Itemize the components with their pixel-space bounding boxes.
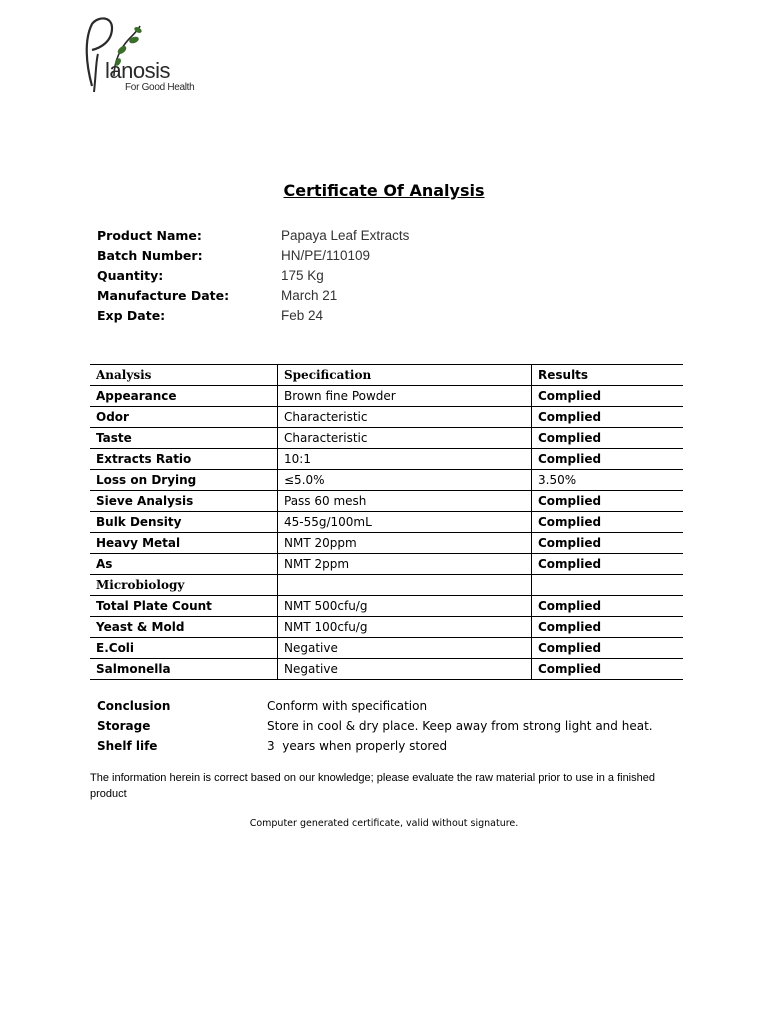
info-value: March 21 [281,288,338,303]
conclusion-block [97,696,653,756]
storage-row [97,716,653,736]
info-row-manufacture-date [97,286,409,306]
specification-cell: Pass 60 mesh [278,491,532,512]
result-cell: Complied [532,554,684,575]
table-row [90,512,683,533]
section-header-row [90,575,683,596]
info-label: Exp Date: [97,308,166,323]
table-row [90,596,683,617]
footer-note: Computer generated certificate, valid without signature. [249,818,519,829]
analysis-cell: Appearance [90,386,278,407]
analysis-cell: Total Plate Count [90,596,278,617]
shelf-life-label: Shelf life [97,739,158,753]
analysis-cell: As [90,554,278,575]
empty-cell [532,575,684,596]
table-row [90,491,683,512]
table-row [90,386,683,407]
analysis-cell: E.Coli [90,638,278,659]
info-row-batch-number [97,246,409,266]
info-value: HN/PE/110109 [281,248,371,263]
result-cell: Complied [532,449,684,470]
specification-cell: NMT 2ppm [278,554,532,575]
conclusion-label: Conclusion [97,699,171,713]
result-cell: Complied [532,596,684,617]
table-row [90,638,683,659]
table-row [90,428,683,449]
table-row [90,407,683,428]
analysis-cell: Heavy Metal [90,533,278,554]
table-header-cell: Analysis [90,365,278,386]
info-label: Manufacture Date: [97,288,230,303]
result-cell: Complied [532,659,684,680]
result-cell: 3.50% [532,470,684,491]
result-cell: Complied [532,491,684,512]
result-cell: Complied [532,617,684,638]
info-row-quantity [97,266,409,286]
analysis-cell: Salmonella [90,659,278,680]
shelf-life-value: 3 years when properly stored [267,739,448,753]
analysis-cell: Taste [90,428,278,449]
table-row [90,617,683,638]
table-row [90,470,683,491]
table-header-cell: Specification [278,365,532,386]
result-cell: Complied [532,512,684,533]
info-row-product-name [97,226,409,246]
analysis-cell: Yeast & Mold [90,617,278,638]
info-label: Batch Number: [97,248,203,263]
table-row [90,533,683,554]
shelf-life-row [97,736,653,756]
info-value: Feb 24 [281,308,324,323]
analysis-cell: Bulk Density [90,512,278,533]
info-row-exp-date [97,306,409,326]
result-cell: Complied [532,428,684,449]
specification-cell: NMT 100cfu/g [278,617,532,638]
specification-cell: 45-55g/100mL [278,512,532,533]
specification-cell: ≤5.0% [278,470,532,491]
specification-cell: Brown fine Powder [278,386,532,407]
storage-value: Store in cool & dry place. Keep away from strong light and heat. [267,719,653,733]
specification-cell: Characteristic [278,428,532,449]
analysis-cell: Sieve Analysis [90,491,278,512]
specification-cell: NMT 500cfu/g [278,596,532,617]
info-label: Product Name: [97,228,202,243]
conclusion-row [97,696,653,716]
empty-cell [278,575,532,596]
logo-tagline: For Good Health [125,82,195,93]
product-info-block [97,226,409,326]
conclusion-value: Conform with specification [267,699,428,713]
info-value: 175 Kg [281,268,324,283]
result-cell: Complied [532,638,684,659]
table-row [90,554,683,575]
result-cell: Complied [532,407,684,428]
analysis-cell: Extracts Ratio [90,449,278,470]
specification-cell: NMT 20ppm [278,533,532,554]
disclaimer-note: The information herein is correct based on our knowledge; please evaluate the raw material prior to use in a finished product [90,772,655,800]
info-value: Papaya Leaf Extracts [281,228,410,243]
result-cell: Complied [532,533,684,554]
analysis-cell: Odor [90,407,278,428]
table-row [90,449,683,470]
specification-cell: Characteristic [278,407,532,428]
result-cell: Complied [532,386,684,407]
storage-label: Storage [97,719,151,733]
table-header-cell: Results [532,365,684,386]
logo-brand-text: lanosis [105,58,170,83]
table-header-row [90,365,683,386]
specification-cell: Negative [278,659,532,680]
analysis-cell: Loss on Drying [90,470,278,491]
specification-cell: 10:1 [278,449,532,470]
table-row [90,659,683,680]
section-label-microbiology: Microbiology [90,575,278,596]
info-label: Quantity: [97,268,164,283]
document-title: Certificate Of Analysis [283,181,485,200]
specification-cell: Negative [278,638,532,659]
analysis-table [90,364,683,680]
